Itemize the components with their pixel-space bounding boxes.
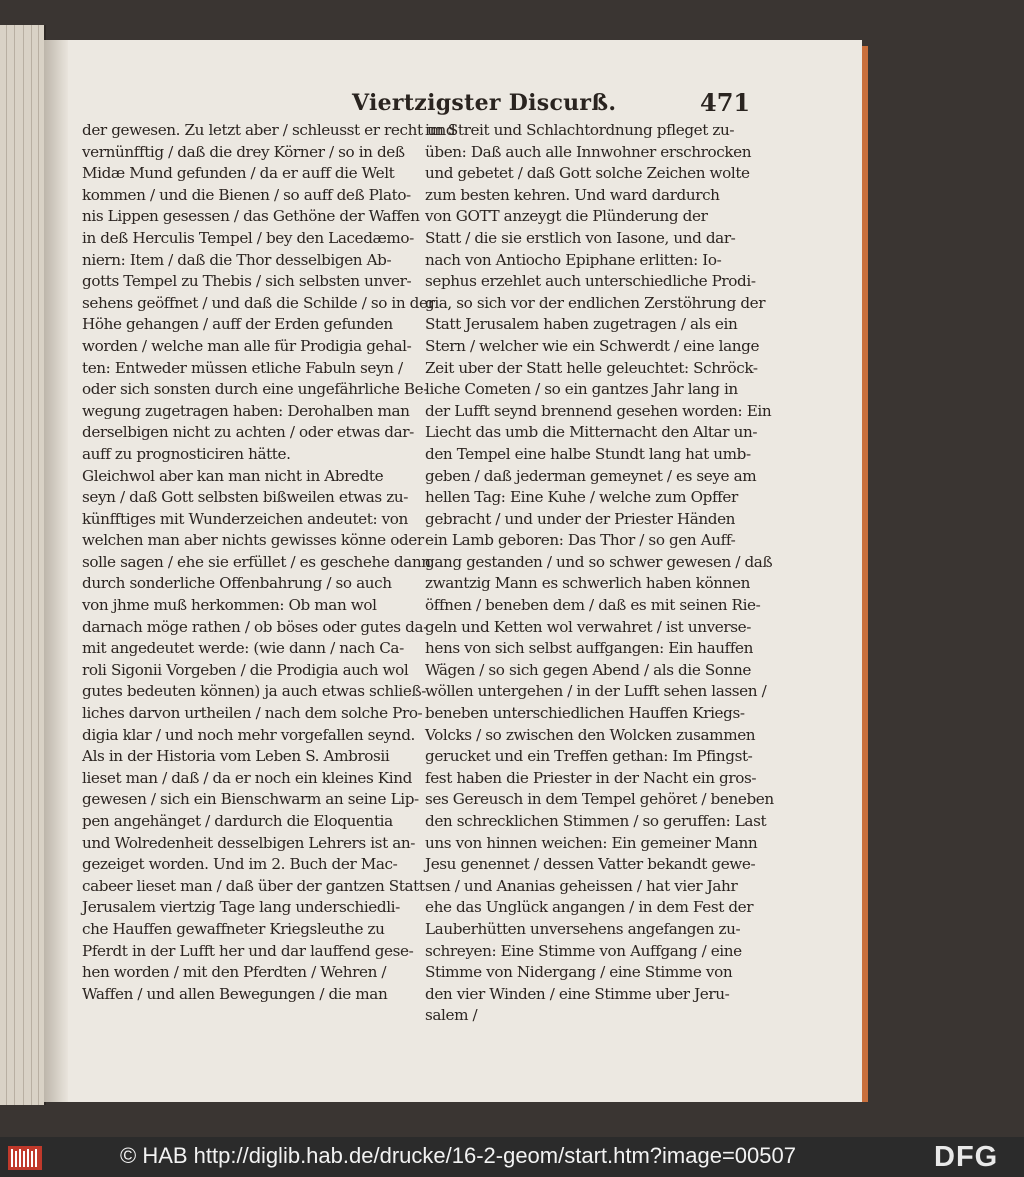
text-line: in deß Herculis Tempel / bey den Lacedæmo- <box>82 228 414 247</box>
text-line: roli Sigonii Vorgeben / die Prodigia auch wol <box>82 660 409 679</box>
text-line: Midæ Mund gefunden / da er auff die Welt <box>82 164 395 183</box>
text-line: der gewesen. Zu letzt aber / schleusst er recht und <box>82 121 456 139</box>
copyright-link[interactable]: © HAB http://diglib.hab.de/drucke/16-2-geom/start.htm?image=00507 <box>120 1143 796 1168</box>
text-line: Jerusalem viertzig Tage lang underschiedli- <box>82 898 400 917</box>
text-line: wöllen untergehen / in der Lufft sehen lassen / <box>425 682 767 701</box>
text-line: lieset man / daß / da er noch ein kleines Kind <box>82 768 412 787</box>
text-line: sephus erzehlet auch unterschiedliche Prodi- <box>425 272 756 291</box>
text-column-left <box>82 120 456 1005</box>
text-line: zum besten kehren. Und ward dardurch <box>425 185 720 204</box>
text-line: hens von sich selbst auffgangen: Ein hauffen <box>425 639 754 658</box>
text-line: sehens geöffnet / und daß die Schilde / so in der <box>82 293 435 312</box>
text-line: derselbigen nicht zu achten / oder etwas dar- <box>82 423 414 442</box>
text-line: geln und Ketten wol verwahret / ist unverse- <box>425 617 751 636</box>
text-line: Lauberhütten unversehens angefangen zu- <box>425 919 741 938</box>
text-line: Volcks / so zwischen den Wolcken zusammen <box>425 725 756 744</box>
text-line: schreyen: Eine Stimme von Auffgang / eine <box>425 941 742 960</box>
text-line: gezeiget worden. Und im 2. Buch der Mac- <box>82 855 398 874</box>
text-line: den Tempel eine halbe Stundt lang hat umb- <box>425 444 751 463</box>
text-line: darnach möge rathen / ob böses oder gutes da- <box>82 617 428 636</box>
text-line: von GOTT anzeygt die Plünderung der <box>425 207 708 226</box>
text-line: künfftiges mit Wunderzeichen andeutet: von <box>82 509 408 528</box>
text-line: gewesen / sich ein Bienschwarm an seine Lip- <box>82 790 419 809</box>
text-line: Gleichwol aber kan man nicht in Abredte <box>82 466 384 485</box>
viewer-footer <box>0 1137 1024 1177</box>
text-line: worden / welche man alle für Prodigia gehal- <box>82 336 412 355</box>
text-line: gerucket und ein Treffen gethan: Im Pfingst- <box>425 747 753 766</box>
text-line: fest haben die Priester in der Nacht ein gros- <box>425 768 757 787</box>
text-line: niern: Item / daß die Thor desselbigen Ab- <box>82 250 392 269</box>
text-line: Als in der Historia vom Leben S. Ambrosii <box>82 747 390 766</box>
text-line: geben / daß jederman gemeynet / es seye am <box>425 466 757 485</box>
text-line: gang gestanden / und so schwer gewesen / daß <box>425 552 773 571</box>
text-line: liche Cometen / so ein gantzes Jahr lang in <box>425 380 738 399</box>
text-line: Stimme von Nidergang / eine Stimme von <box>425 963 733 982</box>
text-line: liches darvon urtheilen / nach dem solche Pro- <box>82 704 423 723</box>
text-line: Liecht das umb die Mitternacht den Altar un- <box>425 423 758 442</box>
text-line: nis Lippen gesessen / das Gethöne der Waffen <box>82 207 420 226</box>
text-line: ehe das Unglück angangen / in dem Fest der <box>425 898 754 917</box>
text-line: Höhe gehangen / auff der Erden gefunden <box>82 315 393 334</box>
text-line: den schrecklichen Stimmen / so geruffen: Last <box>425 812 767 830</box>
text-line: wegung zugetragen haben: Derohalben man <box>82 401 410 420</box>
text-line: Waffen / und allen Bewegungen / die man <box>82 984 388 1003</box>
text-line: üben: Daß auch alle Innwohner erschrocken <box>425 142 752 161</box>
text-line: digia klar / und noch mehr vorgefallen seynd. <box>82 725 415 744</box>
text-line: Zeit uber der Statt helle geleuchtet: Schröck- <box>425 358 758 377</box>
text-line: öffnen / beneben dem / daß es mit seinen Rie- <box>425 596 761 615</box>
text-line: gotts Tempel zu Thebis / sich selbsten unver- <box>82 272 412 291</box>
text-line: ten: Entweder müssen etliche Fabuln seyn / <box>82 358 403 377</box>
text-line: hellen Tag: Eine Kuhe / welche zum Opffer <box>425 488 738 507</box>
text-line: salem / <box>425 1006 478 1025</box>
text-line: gutes bedeuten können) ja auch etwas schließ- <box>82 682 426 701</box>
text-line: seyn / daß Gott selbsten bißweilen etwas zu- <box>82 488 408 507</box>
running-head: Viertzigster Discurß. <box>352 90 617 116</box>
text-line: che Hauffen gewaffneter Kriegsleuthe zu <box>82 919 385 938</box>
text-line: beneben unterschiedlichen Hauffen Kriegs- <box>425 704 745 723</box>
text-line: cabeer lieset man / daß über der gantzen Statt <box>82 876 425 895</box>
text-line: ein Lamb geboren: Das Thor / so gen Auff- <box>425 531 736 550</box>
previous-pages-edge <box>0 25 46 1105</box>
text-line: ses Gereusch in dem Tempel gehöret / beneben <box>425 790 774 809</box>
text-line: Statt Jerusalem haben zugetragen / als ein <box>425 315 738 334</box>
text-line: Wägen / so sich gegen Abend / als die Sonne <box>425 660 751 679</box>
text-line: gia, so sich vor der endlichen Zerstöhrung der <box>425 293 766 312</box>
text-line: und gebetet / daß Gott solche Zeichen wolte <box>425 164 750 183</box>
text-line: pen angehänget / dardurch die Eloquentia <box>82 812 393 830</box>
text-line: mit angedeutet werde: (wie dann / nach Ca- <box>82 639 404 658</box>
text-line: vernünfftig / daß die drey Körner / so in deß <box>82 142 405 161</box>
text-line: kommen / und die Bienen / so auff deß Plato- <box>82 185 411 204</box>
text-line: den vier Winden / eine Stimme uber Jeru- <box>425 984 730 1003</box>
text-line: Stern / welcher wie ein Schwerdt / eine lange <box>425 336 760 355</box>
text-line: Pferdt in der Lufft her und dar lauffend gese- <box>82 941 414 960</box>
dfg-logo[interactable]: DFG <box>934 1141 999 1173</box>
text-line: zwantzig Mann es schwerlich haben können <box>425 574 750 593</box>
text-line: oder sich sonsten durch eine ungefährliche Be- <box>82 380 428 399</box>
text-column-right <box>425 120 774 1027</box>
text-line: und Wolredenheit desselbigen Lehrers ist an- <box>82 833 415 852</box>
text-line: hen worden / mit den Pferdten / Wehren / <box>82 963 387 982</box>
text-line: von jhme muß herkommen: Ob man wol <box>82 596 377 615</box>
page-number: 471 <box>700 88 751 117</box>
text-line: Jesu genennet / dessen Vatter bekandt gewe- <box>425 855 756 874</box>
text-line: durch sonderliche Offenbahrung / so auch <box>82 574 392 593</box>
text-line: der Lufft seynd brennend gesehen worden: Ein <box>425 401 772 420</box>
text-line: welchen man aber nichts gewisses könne oder <box>82 531 424 550</box>
hab-barcode-icon[interactable] <box>8 1146 42 1170</box>
text-line: nach von Antiocho Epiphane erlitten: Io- <box>425 250 722 269</box>
text-line: Statt / die sie erstlich von Iasone, und dar- <box>425 228 736 247</box>
text-line: gebracht / und under der Priester Händen <box>425 509 736 528</box>
text-line: solle sagen / ehe sie erfüllet / es geschehe dann <box>82 552 431 571</box>
text-line: auff zu prognosticiren hätte. <box>82 444 291 463</box>
text-line: uns von hinnen weichen: Ein gemeiner Mann <box>425 833 758 852</box>
page-edge <box>862 46 868 1102</box>
text-line: im Streit und Schlachtordnung pfleget zu- <box>425 121 735 139</box>
page-gutter-shadow <box>44 40 68 1102</box>
text-line: sen / und Ananias geheissen / hat vier Jahr <box>425 876 738 895</box>
